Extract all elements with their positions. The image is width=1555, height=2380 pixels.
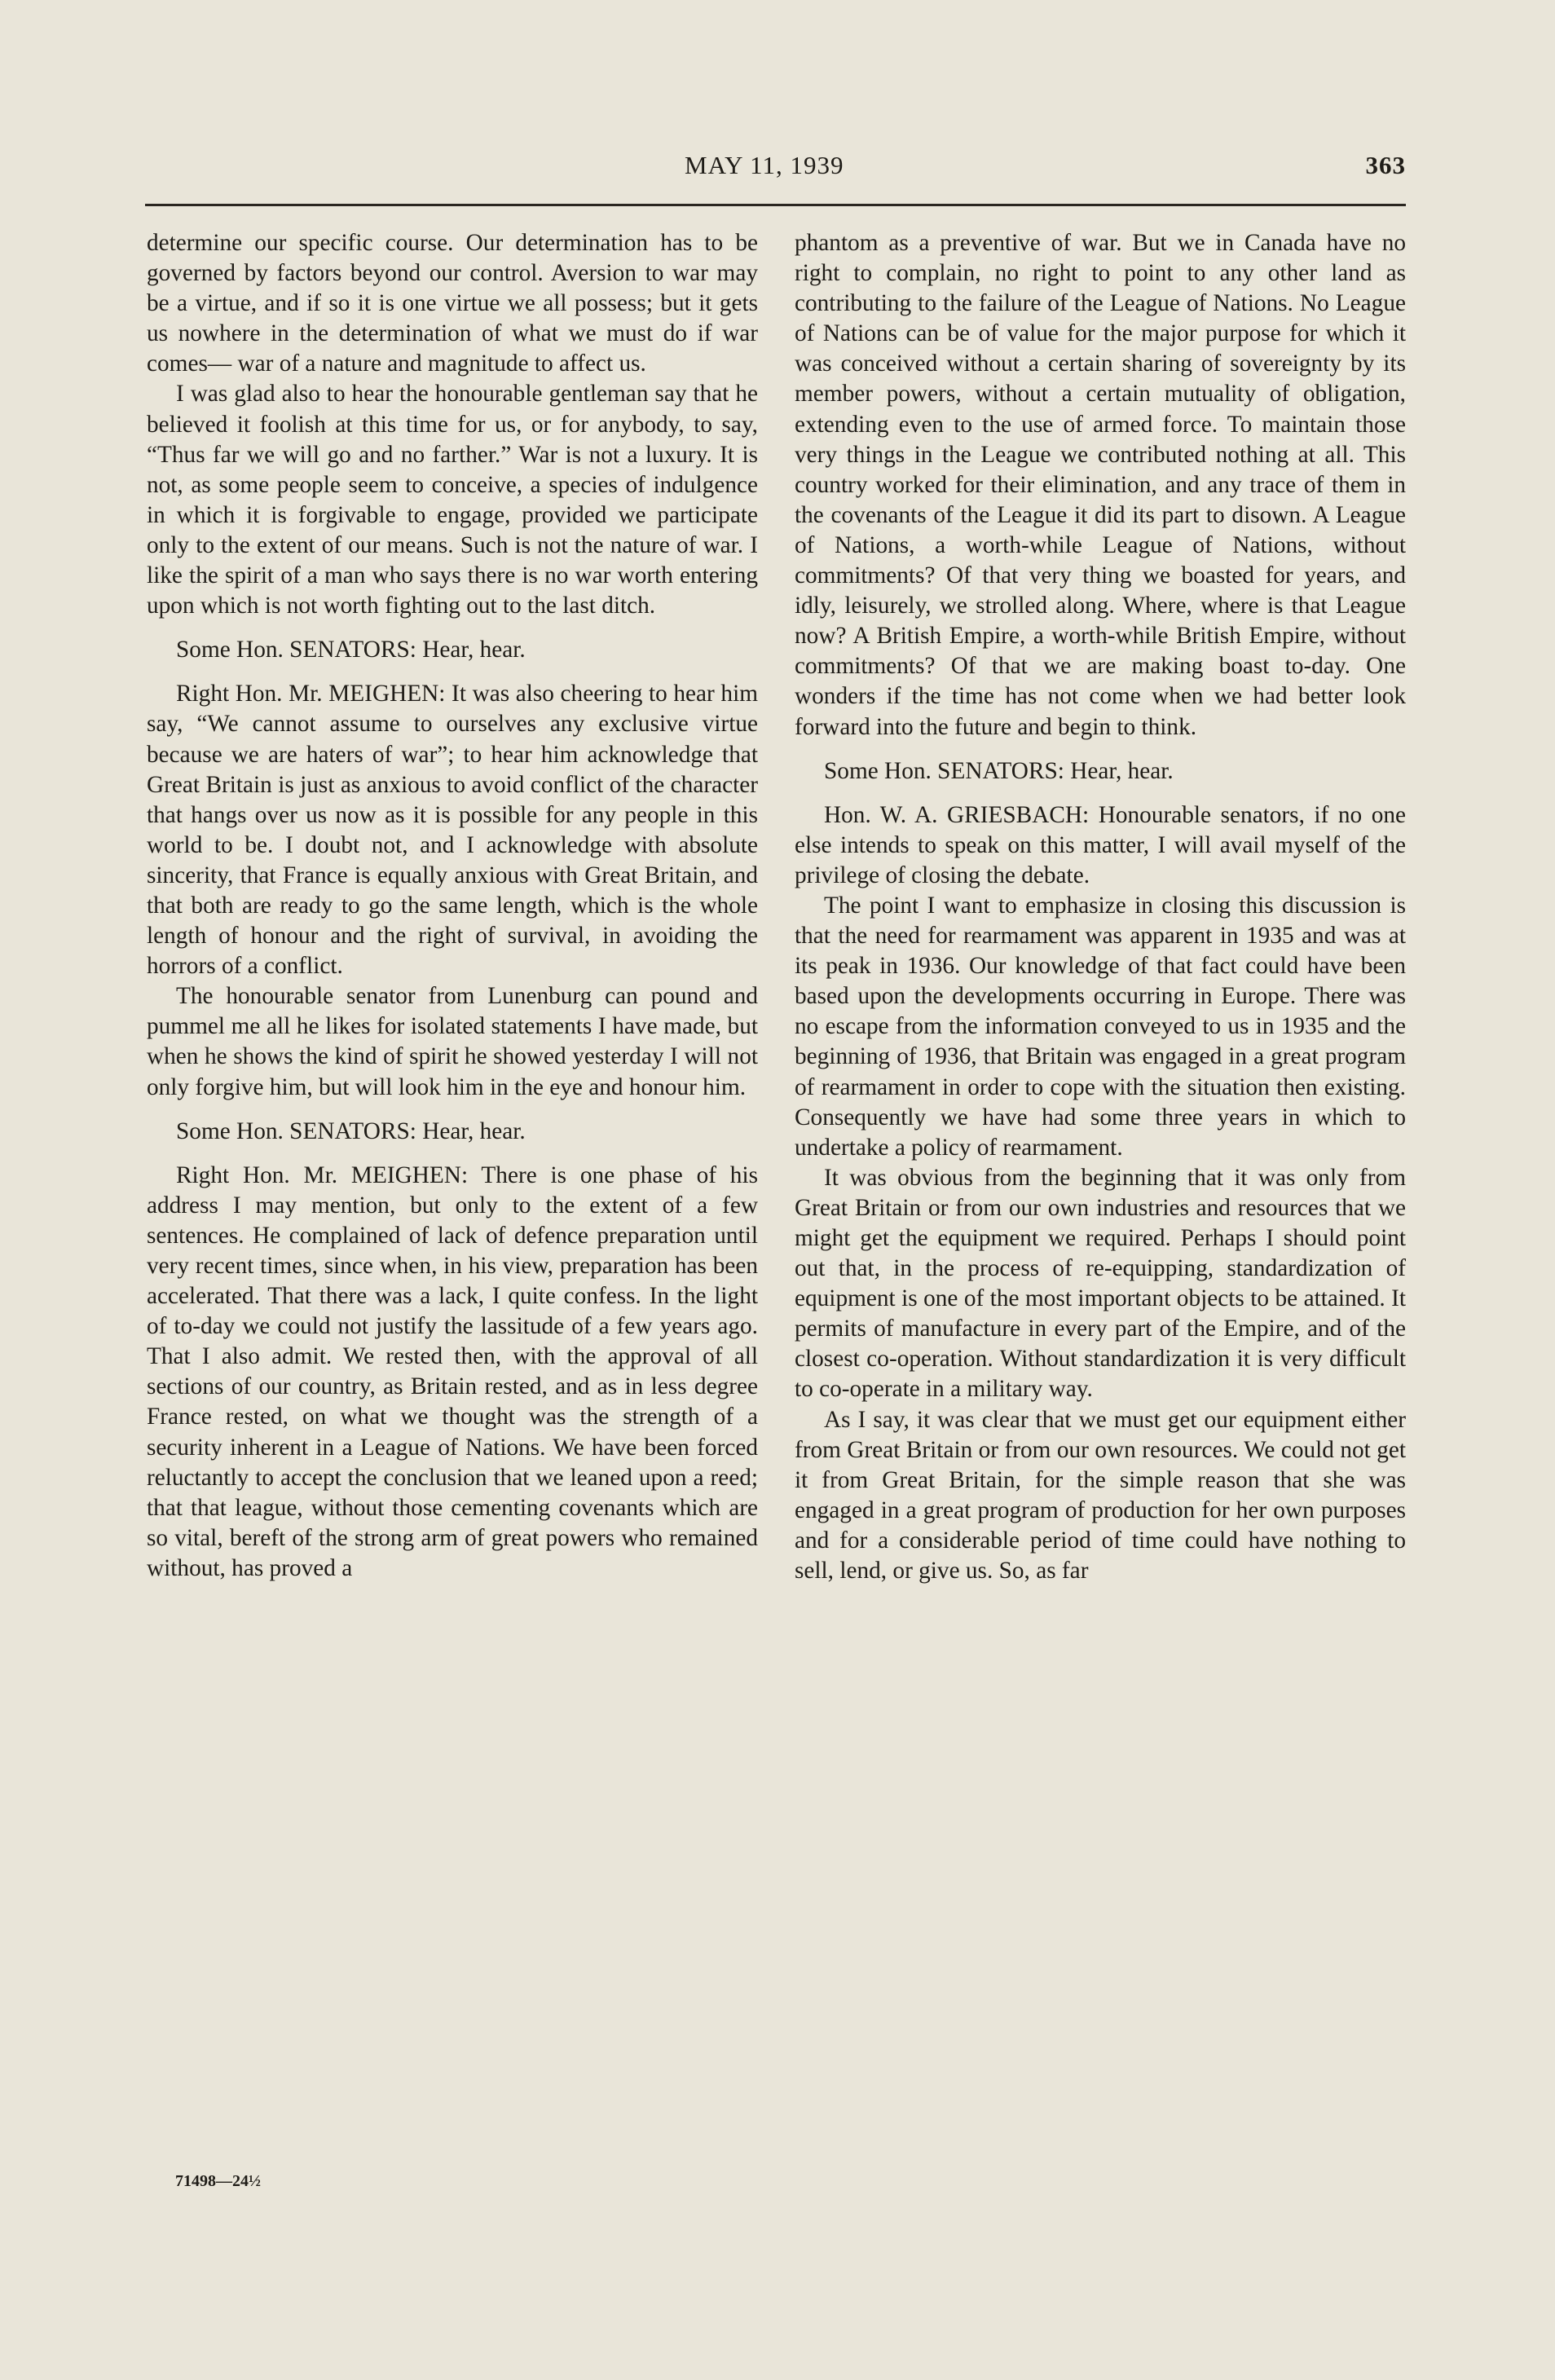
applause-line: Some Hon. SENATORS: Hear, hear. <box>176 1117 526 1144</box>
applause-line: Some Hon. SENATORS: Hear, hear. <box>824 757 1174 784</box>
paragraph: The point I want to emphasize in closing this discussion is that the need for rearmament was apparent in 1935 and was at its peak in 1936. Our knowledge of that fact could have been based upon the developments occurring in Europe. There was no escape from the information conveyed to us in 1935 and the beginning of 1936, that Britain was engaged in a great program of rearmament in order to cope with the situation then existing. Consequently we have had some three years in which to undertake a policy of rearmament. <box>795 892 1406 1161</box>
paragraph: I was glad also to hear the honourable gentleman say that he believed it foolish at this time for us, or for anybody, to say, “Thus far we will go and no farther.” War is not a luxury. It is not, as some people seem to conceive, a species of indulgence in which it is forgivable to engage, provided we participate only to the extent of our means. Such is not the nature of war. I like the spirit of a man who says there is no war worth entering upon which is not worth fighting out to the last ditch. <box>147 381 758 619</box>
paragraph: Hon. W. A. GRIESBACH: Honourable senators, if no one else intends to speak on this matter, I will avail myself of the privilege of closing the debate. <box>795 801 1406 888</box>
page-number: 363 <box>1365 151 1406 179</box>
paragraph: phantom as a preventive of war. But we in Canada have no right to complain, no right to point to any other land as contributing to the failure of the League of Nations. No League of Nations can be of value for the major purpose for which it was conceived without a certain sharing of sovereignty by its member powers, without a certain mutuality of obligation, extending even to the use of armed force. To maintain those very things in the League we contributed nothing at all. This country worked for their elimination, and any trace of them in the covenants of the League it did its part to disown. A League of Nations, a worth-while League of Nations, without commitments? Of that very thing we boasted for years, and idly, leisurely, we strolled along. Where, where is that League now? A British Empire, a worth-while British Empire, without commitments? Of that we are making boast to-day. One wonders if the time has not come when we had better look forward into the future and begin to think. <box>795 230 1406 740</box>
paragraph: It was obvious from the beginning that it was only from Great Britain or from our own industries and resources that we might get the equipment we required. Perhaps I should point out that, in the process of re-equipping, standardization of equipment is one of the most important objects to be attained. It permits of manufacture in every part of the Empire, and of the closest co-operation. Without standardization it is very difficult to co-operate in a military way. <box>795 1164 1406 1403</box>
paragraph: determine our specific course. Our determination has to be governed by factors beyond our control. Aversion to war may be a virtue, and if so it is one virtue we all possess; but it gets us nowhere in the determination of what we must do if war comes— war of a nature and magnitude to affect us. <box>147 230 758 377</box>
paragraph: The honourable senator from Lunenburg can pound and pummel me all he likes for isolated statements I have made, but when he shows the kind of spirit he showed yesterday I will not only forgive him, but will look him in the eye and honour him. <box>147 983 758 1100</box>
header-rule <box>145 204 1406 206</box>
paragraph: Right Hon. Mr. MEIGHEN: There is one phase of his address I may mention, but only to the extent of a few sentences. He complained of lack of defence preparation until very recent times, since when, in his view, preparation has been accelerated. That there was a lack, I quite confess. In the light of to-day we could not justify the lassitude of a few years ago. That I also admit. We rested then, with the approval of all sections of our country, as Britain rested, and as in less degree France rested, on what we thought was the strength of a security inherent in a League of Nations. We have been forced reluctantly to accept the conclusion that we leaned upon a reed; that that league, without those cementing covenants which are so vital, bereft of the strong arm of great powers who remained without, has proved a <box>147 1161 758 1581</box>
left-column <box>147 228 758 1584</box>
page-header <box>147 151 1406 188</box>
right-column <box>795 228 1406 1586</box>
applause-line: Some Hon. SENATORS: Hear, hear. <box>176 637 526 663</box>
paragraph: As I say, it was clear that we must get our equipment either from Great Britain or from our own resources. We could not get it from Great Britain, for the simple reason that she was engaged in a great program of production for her own purposes and for a considerable period of time could have nothing to sell, lend, or give us. So, as far <box>795 1406 1406 1584</box>
paragraph: Right Hon. Mr. MEIGHEN: It was also cheering to hear him say, “We cannot assume to ourselves any exclusive virtue because we are haters of war”; to hear him acknowledge that Great Britain is just as anxious to avoid conflict of the character that hangs over us now as it is possible for any people in this world to be. I doubt not, and I acknowledge with absolute sincerity, that France is equally anxious with Great Britain, and that both are ready to go the same length, which is the whole length of honour and the right of survival, in avoiding the horrors of a conflict. <box>147 681 758 980</box>
header-date: MAY 11, 1939 <box>685 151 844 179</box>
print-code: 71498—24½ <box>175 2172 261 2190</box>
